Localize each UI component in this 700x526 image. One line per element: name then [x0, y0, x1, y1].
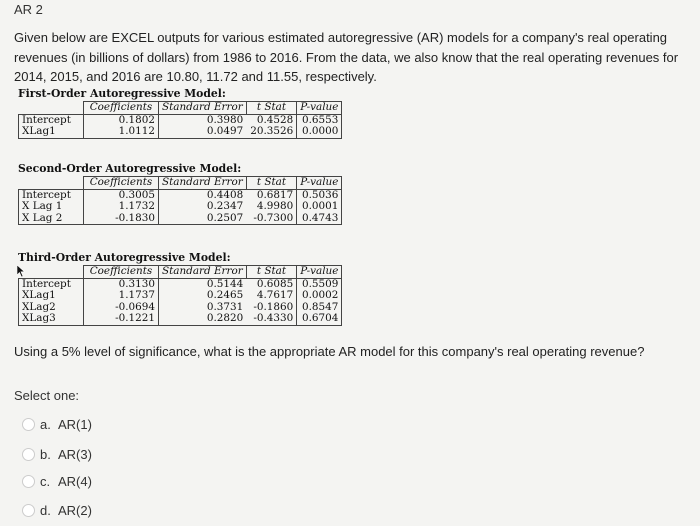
option-b[interactable]: b. AR(3) [22, 444, 92, 464]
third-order-title: Third-Order Autoregressive Model: [18, 251, 231, 264]
mouse-pointer-icon [17, 265, 26, 277]
first-order-model [18, 87, 342, 139]
table-row: X Lag 1 1.1732 0.2347 4.9980 0.0001 [19, 201, 342, 213]
col-coefficients: Coefficients [84, 266, 159, 279]
third-order-model [18, 251, 342, 326]
second-order-title: Second-Order Autoregressive Model: [18, 162, 242, 175]
col-t-stat: t Stat [246, 102, 297, 115]
col-standard-error: Standard Error [159, 266, 247, 279]
table-row: XLag1 1.0112 0.0497 20.3526 0.0000 [19, 126, 342, 138]
option-label: AR(3) [58, 446, 92, 462]
option-label: AR(2) [58, 502, 92, 518]
col-standard-error: Standard Error [159, 102, 247, 115]
question-text: Using a 5% level of significance, what is the appropriate AR model for this company's real operating revenue? [14, 344, 645, 359]
radio-icon[interactable] [22, 504, 35, 517]
table-row: XLag3 -0.1221 0.2820 -0.4330 0.6704 [19, 313, 342, 325]
option-label: AR(4) [58, 473, 92, 489]
third-order-table [18, 265, 342, 326]
first-order-title: First-Order Autoregressive Model: [18, 87, 226, 100]
radio-icon[interactable] [22, 475, 35, 488]
table-row: XLag2 -0.0694 0.3731 -0.1860 0.8547 [19, 302, 342, 314]
table-row: XLag1 1.1737 0.2465 4.7617 0.0002 [19, 290, 342, 302]
col-p-value: P-value [297, 177, 342, 190]
second-order-table [18, 176, 342, 225]
option-c[interactable]: c. AR(4) [22, 471, 92, 491]
question-title: AR 2 [14, 2, 43, 17]
option-a[interactable]: a. AR(1) [22, 414, 92, 434]
table-row: X Lag 2 -0.1830 0.2507 -0.7300 0.4743 [19, 213, 342, 225]
col-p-value: P-value [297, 266, 342, 279]
select-one-label: Select one: [14, 388, 80, 403]
radio-icon[interactable] [22, 448, 35, 461]
table-row: Intercept 0.1802 0.3980 0.4528 0.6553 [19, 114, 342, 126]
col-standard-error: Standard Error [159, 177, 247, 190]
col-p-value: P-value [297, 102, 342, 115]
col-t-stat: t Stat [246, 177, 297, 190]
question-prompt: Given below are EXCEL outputs for various estimated autoregressive (AR) models for a company's real operating revenues (in billions of dollars) from 1986 to 2016. From the data, we also know that the real operating revenues for 2014, 2015, and 2016 are 10.80, 11.72 and 11.55, respectively. [14, 30, 679, 84]
col-coefficients: Coefficients [84, 102, 159, 115]
second-order-model [18, 162, 342, 225]
col-t-stat: t Stat [246, 266, 297, 279]
first-order-table [18, 101, 342, 139]
option-d[interactable]: d. AR(2) [22, 500, 92, 520]
table-row: Intercept 0.3130 0.5144 0.6085 0.5509 [19, 278, 342, 290]
option-label: AR(1) [58, 416, 92, 432]
radio-icon[interactable] [22, 418, 35, 431]
col-coefficients: Coefficients [84, 177, 159, 190]
table-row: Intercept 0.3005 0.4408 0.6817 0.5036 [19, 189, 342, 201]
